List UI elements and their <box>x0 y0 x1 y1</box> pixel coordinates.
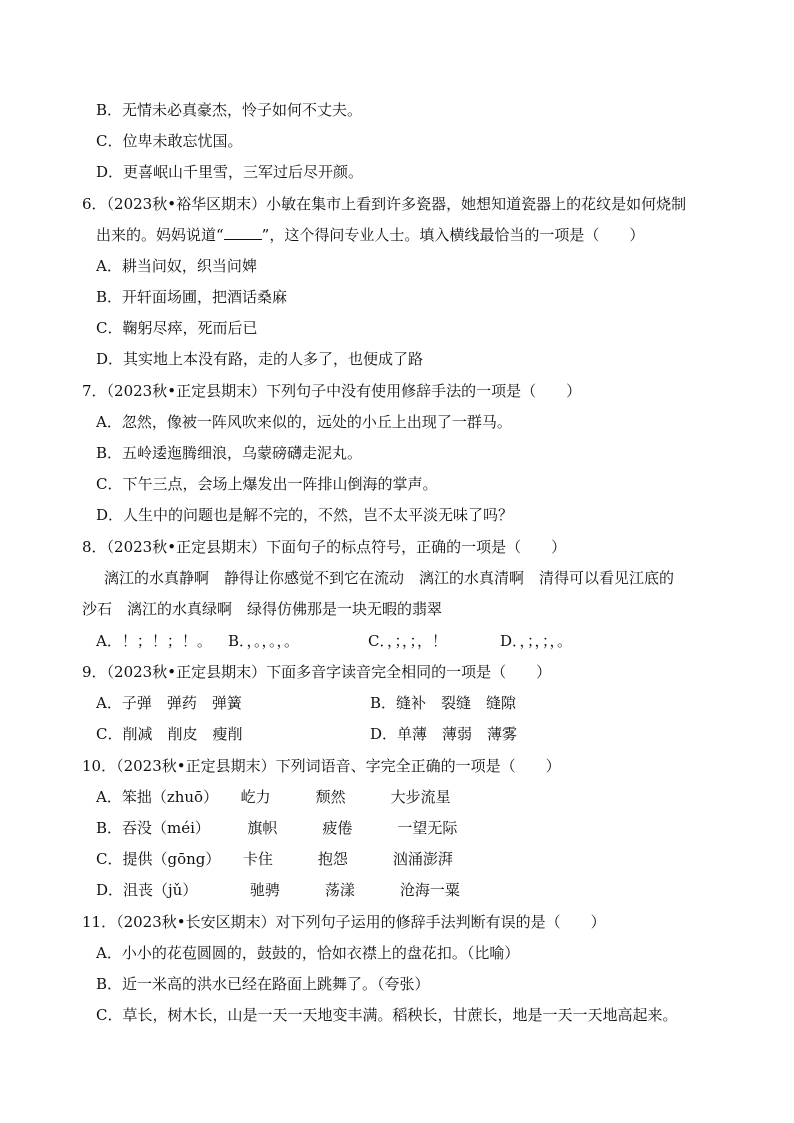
q6-option-c: C．鞠躬尽瘁，死而后已 <box>96 319 258 337</box>
q8-option-c: C．，；，；，！ <box>368 632 447 650</box>
q10-option-b: B．吞没（méi） 旗帜 疲倦 一望无际 <box>96 819 458 837</box>
q9-option-b: B．缝补 裂缝 缝隙 <box>370 694 517 712</box>
q7-stem: 7．（2023秋•正定县期末）下列句子中没有使用修辞手法的一项是（ ） <box>82 382 582 400</box>
q11-option-b: B．近一米高的洪水已经在路面上跳舞了。（夸张） <box>96 975 430 993</box>
q9-option-c: C．削减 削皮 瘦削 <box>96 725 243 743</box>
q6-option-d: D．其实地上本没有路，走的人多了，也便成了路 <box>96 350 424 368</box>
q9-option-a: A．子弹 弹药 弹簧 <box>96 694 242 712</box>
q6-stem: 6．（2023秋•裕华区期末）小敏在集市上看到许多瓷器，她想知道瓷器上的花纹是如何烧制 <box>82 195 687 213</box>
q6-option-a: A．耕当问奴，织当问婢 <box>96 257 257 275</box>
q7-option-b: B．五岭逶迤腾细浪，乌蒙磅礴走泥丸。 <box>96 444 363 462</box>
q11-stem: 11．（2023秋•长安区期末）对下列句子运用的修辞手法判断有误的是（ ） <box>82 913 606 931</box>
q10-stem: 10．（2023秋•正定县期末）下列词语音、字完全正确的一项是（ ） <box>82 757 561 775</box>
q5-option-c: C．位卑未敢忘忧国。 <box>96 132 243 150</box>
q5-option-b: B．无情未必真豪杰，怜子如何不丈夫。 <box>96 101 363 119</box>
answer-blank <box>224 225 262 240</box>
q6-stem-part-a: 出来的。妈妈说道“ <box>96 226 224 244</box>
q11-option-a: A．小小的花苞圆圆的，鼓鼓的，恰如衣襟上的盘花扣。（比喻） <box>96 944 520 962</box>
q6-option-b: B．开轩面场圃，把酒话桑麻 <box>96 288 288 306</box>
q9-stem: 9．（2023秋•正定县期末）下面多音字读音完全相同的一项是（ ） <box>82 663 552 681</box>
q11-option-c: C．草长，树木长，山是一天一天地变丰满。稻秧长，甘蔗长，地是一天一天地高起来。 <box>96 1006 678 1024</box>
q7-option-d: D．人生中的问题也是解不完的，不然，岂不太平淡无味了吗？ <box>96 506 514 524</box>
q10-option-a: A．笨拙（zhuō） 屹力 颓然 大步流星 <box>96 788 451 806</box>
q8-option-d: D．，；，；，。 <box>500 632 573 650</box>
q8-passage-line-1: 漓江的水真静啊 静得让你感觉不到它在流动 漓江的水真清啊 清得可以看见江底的 <box>104 569 675 587</box>
q10-option-c: C．提供（gōng） 卡住 抱怨 汹涌澎湃 <box>96 850 453 868</box>
q7-option-c: C．下午三点，会场上爆发出一阵排山倒海的掌声。 <box>96 475 438 493</box>
q10-option-d: D．沮丧（jǔ） 驰骋 荡漾 沧海一粟 <box>96 881 460 899</box>
q8-option-a: A．！；！；！。 <box>96 632 212 650</box>
q7-option-a: A．忽然，像被一阵风吹来似的，远处的小丘上出现了一群马。 <box>96 413 512 431</box>
q6-stem-continued <box>96 225 644 245</box>
q9-option-d: D．单薄 薄弱 薄雾 <box>370 725 518 743</box>
q8-stem: 8．（2023秋•正定县期末）下面句子的标点符号，正确的一项是（ ） <box>82 538 567 556</box>
q8-passage-line-2: 沙石 漓江的水真绿啊 绿得仿佛那是一块无暇的翡翠 <box>82 600 443 618</box>
q6-stem-part-b: ”，这个得问专业人士。填入横线最恰当的一项是（ ） <box>261 226 645 244</box>
q8-option-b: B．，。，。，。 <box>228 632 300 650</box>
q5-option-d: D．更喜岷山千里雪，三军过后尽开颜。 <box>96 163 364 181</box>
